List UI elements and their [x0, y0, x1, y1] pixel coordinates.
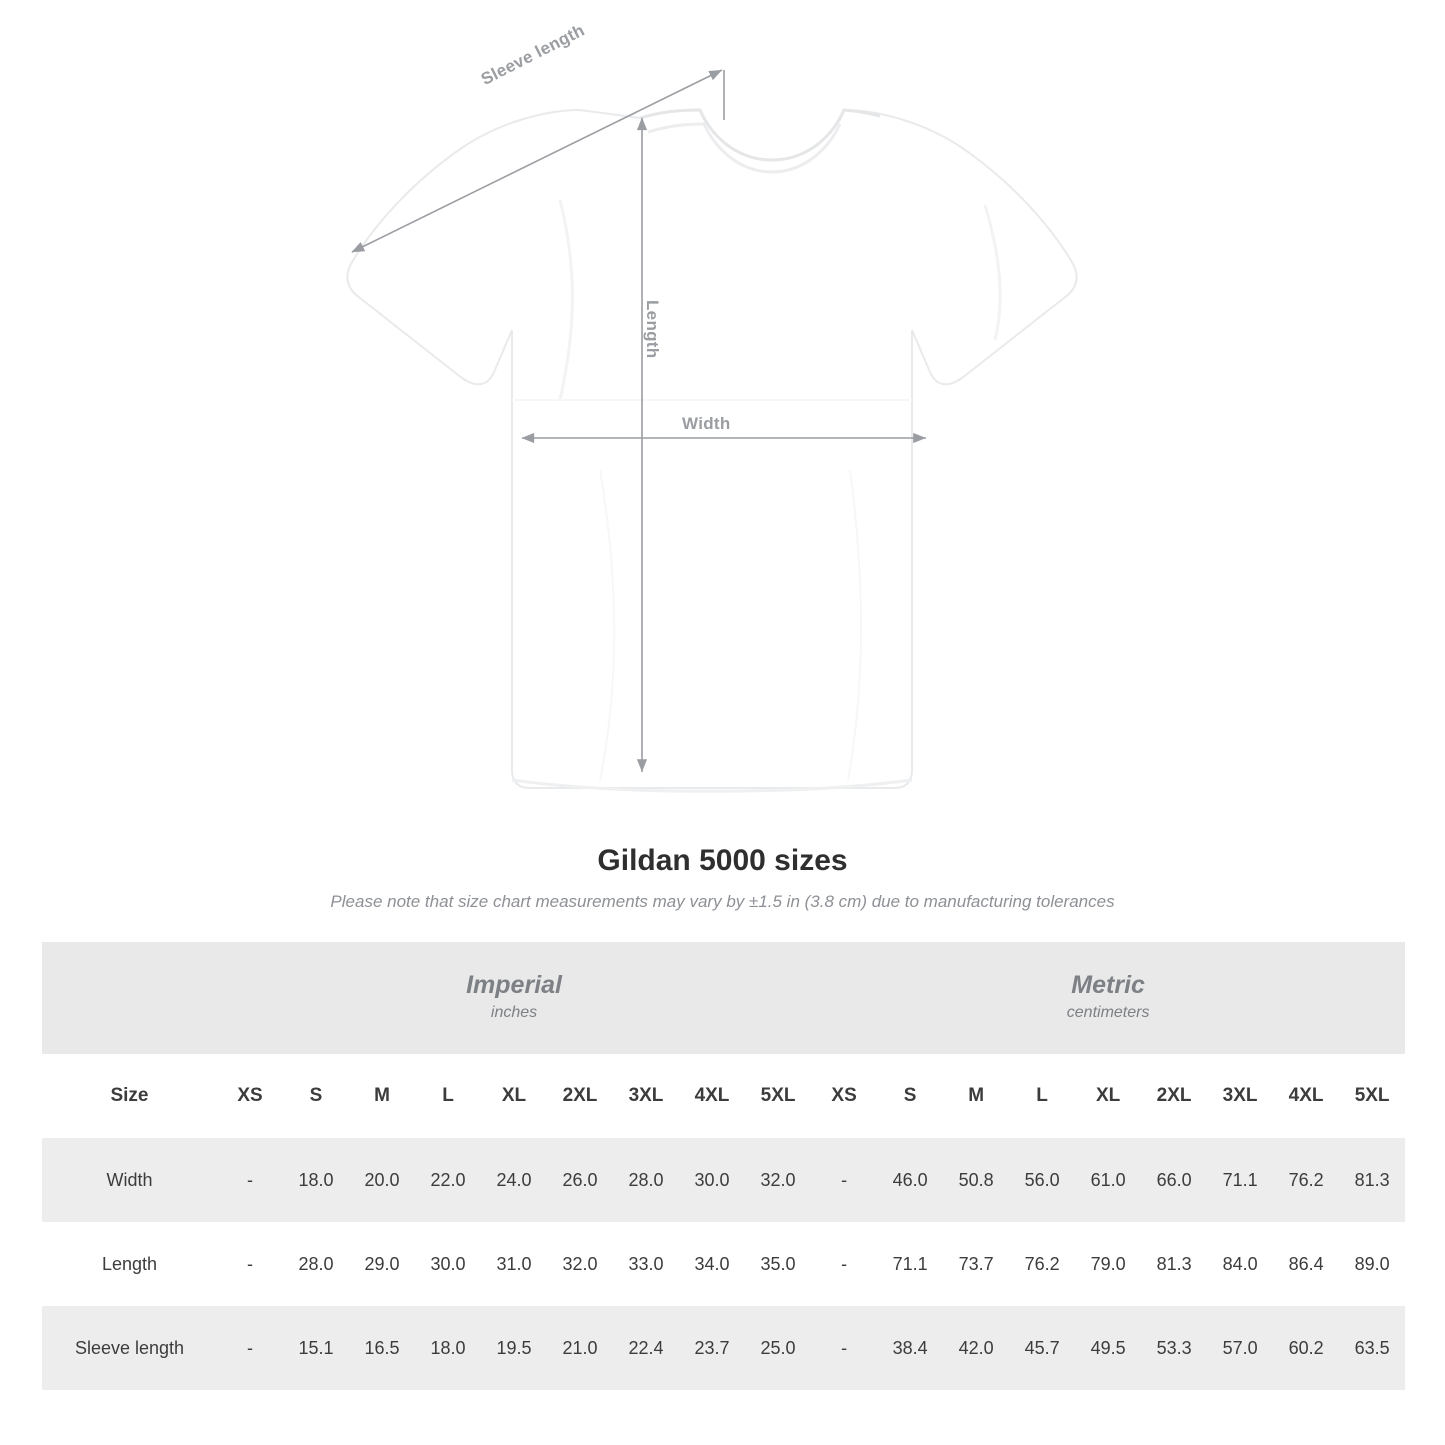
table-row: [42, 1222, 1405, 1306]
unit-group-imperial-name: Imperial: [466, 971, 562, 1000]
cell-sleeve-metric-2xl: 53.3: [1141, 1306, 1207, 1390]
size-header-imperial-m: M: [349, 1054, 415, 1138]
cell-width-imperial-s: 18.0: [283, 1138, 349, 1222]
cell-length-imperial-5xl: 35.0: [745, 1222, 811, 1306]
cell-sleeve-metric-5xl: 63.5: [1339, 1306, 1405, 1390]
cell-sleeve-metric-4xl: 60.2: [1273, 1306, 1339, 1390]
cell-width-metric-m: 50.8: [943, 1138, 1009, 1222]
cell-width-metric-3xl: 71.1: [1207, 1138, 1273, 1222]
cell-width-metric-l: 56.0: [1009, 1138, 1075, 1222]
cell-width-metric-s: 46.0: [877, 1138, 943, 1222]
sleeve-length-label: Sleeve length: [478, 20, 588, 89]
cell-length-imperial-m: 29.0: [349, 1222, 415, 1306]
cell-width-imperial-5xl: 32.0: [745, 1138, 811, 1222]
row-label-width: Width: [42, 1138, 217, 1222]
size-header-metric-4xl: 4XL: [1273, 1054, 1339, 1138]
size-header-row: [42, 1054, 1405, 1138]
cell-length-imperial-l: 30.0: [415, 1222, 481, 1306]
cell-length-metric-3xl: 84.0: [1207, 1222, 1273, 1306]
cell-width-metric-xs: -: [811, 1138, 877, 1222]
cell-length-metric-5xl: 89.0: [1339, 1222, 1405, 1306]
cell-sleeve-imperial-m: 16.5: [349, 1306, 415, 1390]
width-label: Width: [682, 414, 731, 433]
unit-group-imperial: [217, 942, 811, 1054]
size-header-imperial-5xl: 5XL: [745, 1054, 811, 1138]
size-header-metric-l: L: [1009, 1054, 1075, 1138]
cell-width-metric-4xl: 76.2: [1273, 1138, 1339, 1222]
cell-width-imperial-4xl: 30.0: [679, 1138, 745, 1222]
cell-length-imperial-xl: 31.0: [481, 1222, 547, 1306]
cell-length-metric-4xl: 86.4: [1273, 1222, 1339, 1306]
size-header-metric-3xl: 3XL: [1207, 1054, 1273, 1138]
cell-width-metric-5xl: 81.3: [1339, 1138, 1405, 1222]
cell-sleeve-imperial-xl: 19.5: [481, 1306, 547, 1390]
table-row: [42, 1138, 1405, 1222]
cell-sleeve-imperial-s: 15.1: [283, 1306, 349, 1390]
cell-sleeve-metric-s: 38.4: [877, 1306, 943, 1390]
cell-width-metric-2xl: 66.0: [1141, 1138, 1207, 1222]
cell-sleeve-imperial-3xl: 22.4: [613, 1306, 679, 1390]
size-header-metric-2xl: 2XL: [1141, 1054, 1207, 1138]
cell-sleeve-metric-l: 45.7: [1009, 1306, 1075, 1390]
unit-group-metric-name: Metric: [1071, 971, 1145, 1000]
cell-length-imperial-3xl: 33.0: [613, 1222, 679, 1306]
cell-sleeve-metric-xl: 49.5: [1075, 1306, 1141, 1390]
size-header-imperial-s: S: [283, 1054, 349, 1138]
unit-row-spacer: [42, 942, 217, 1054]
cell-sleeve-metric-3xl: 57.0: [1207, 1306, 1273, 1390]
size-header-imperial-xs: XS: [217, 1054, 283, 1138]
cell-sleeve-imperial-5xl: 25.0: [745, 1306, 811, 1390]
cell-width-imperial-3xl: 28.0: [613, 1138, 679, 1222]
size-chart-container: [0, 942, 1445, 1390]
size-header-imperial-xl: XL: [481, 1054, 547, 1138]
row-label-sleeve-length: Sleeve length: [42, 1306, 217, 1390]
size-header-imperial-4xl: 4XL: [679, 1054, 745, 1138]
cell-sleeve-imperial-2xl: 21.0: [547, 1306, 613, 1390]
cell-length-metric-s: 71.1: [877, 1222, 943, 1306]
tshirt-shape: [347, 110, 1076, 791]
cell-length-imperial-2xl: 32.0: [547, 1222, 613, 1306]
cell-length-metric-xl: 79.0: [1075, 1222, 1141, 1306]
unit-group-row: [42, 942, 1405, 1054]
cell-width-metric-xl: 61.0: [1075, 1138, 1141, 1222]
size-header-imperial-3xl: 3XL: [613, 1054, 679, 1138]
size-header-metric-s: S: [877, 1054, 943, 1138]
size-chart-table: [42, 942, 1405, 1390]
cell-width-imperial-2xl: 26.0: [547, 1138, 613, 1222]
unit-group-metric-unit: centimeters: [1066, 1004, 1150, 1022]
cell-length-metric-xs: -: [811, 1222, 877, 1306]
size-header-metric-xs: XS: [811, 1054, 877, 1138]
cell-width-imperial-xs: -: [217, 1138, 283, 1222]
cell-width-imperial-xl: 24.0: [481, 1138, 547, 1222]
cell-sleeve-metric-xs: -: [811, 1306, 877, 1390]
cell-length-metric-2xl: 81.3: [1141, 1222, 1207, 1306]
cell-length-metric-l: 76.2: [1009, 1222, 1075, 1306]
cell-length-metric-m: 73.7: [943, 1222, 1009, 1306]
size-header-label: Size: [42, 1054, 217, 1138]
row-label-length: Length: [42, 1222, 217, 1306]
cell-width-imperial-l: 22.0: [415, 1138, 481, 1222]
page-title: Gildan 5000 sizes: [597, 844, 848, 877]
cell-sleeve-imperial-l: 18.0: [415, 1306, 481, 1390]
chart-title-block: [0, 844, 1445, 912]
size-header-imperial-l: L: [415, 1054, 481, 1138]
size-header-metric-xl: XL: [1075, 1054, 1141, 1138]
size-header-metric-m: M: [943, 1054, 1009, 1138]
table-row: [42, 1306, 1405, 1390]
length-label: Length: [643, 300, 662, 359]
tolerance-note: Please note that size chart measurements may vary by ±1.5 in (3.8 cm) due to manufacturing tolerances: [330, 892, 1115, 911]
unit-group-metric: [811, 942, 1405, 1054]
cell-length-imperial-xs: -: [217, 1222, 283, 1306]
size-header-imperial-2xl: 2XL: [547, 1054, 613, 1138]
cell-length-imperial-4xl: 34.0: [679, 1222, 745, 1306]
size-header-metric-5xl: 5XL: [1339, 1054, 1405, 1138]
cell-sleeve-metric-m: 42.0: [943, 1306, 1009, 1390]
cell-sleeve-imperial-xs: -: [217, 1306, 283, 1390]
cell-length-imperial-s: 28.0: [283, 1222, 349, 1306]
unit-group-imperial-unit: inches: [490, 1004, 538, 1022]
cell-sleeve-imperial-4xl: 23.7: [679, 1306, 745, 1390]
cell-width-imperial-m: 20.0: [349, 1138, 415, 1222]
